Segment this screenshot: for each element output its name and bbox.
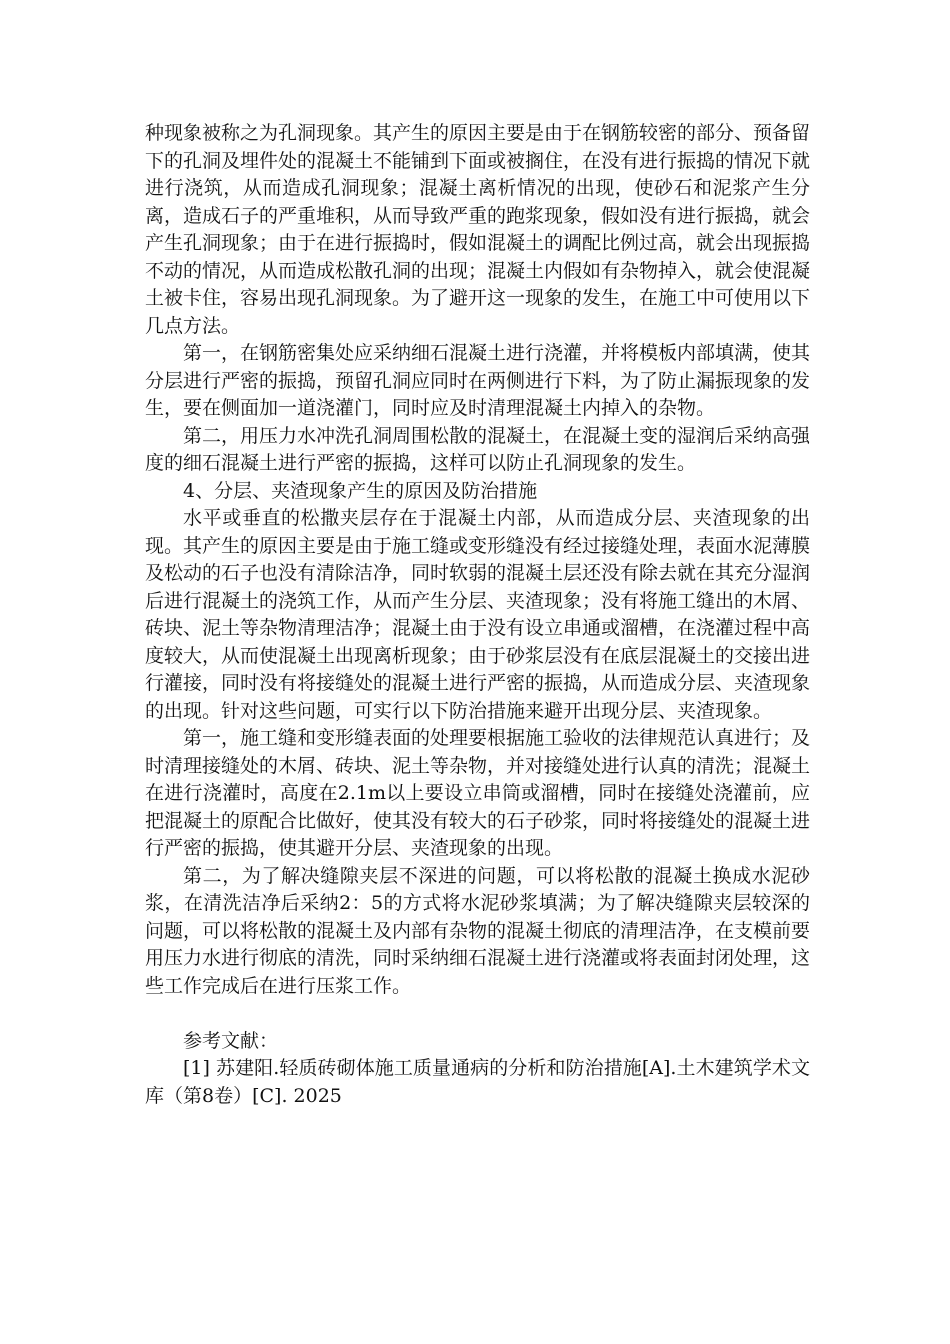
section-heading: 4、分层、夹渣现象产生的原因及防治措施 — [183, 479, 538, 502]
paragraph-layering-method-two: 第二，为了解决缝隙夹层不深进的问题，可以将松散的混凝土换成水泥砂浆，在清洗洁净后采纳2：5的方式将水泥砂浆填满；为了解决缝隙夹层较深的问题，可以将松散的混凝土及内部有杂物的混凝土彻底的清理洁净，在支模前要用压力水进行彻底的清洗，同时采纳细石混凝土进行浇灌或将表面封闭处理，这些工作完成后在进行压浆工作。 — [145, 864, 811, 997]
paragraph-layering-method-one: 第一，施工缝和变形缝表面的处理要根据施工验收的法律规范认真进行；及时清理接缝处的木屑、砖块、泥土等杂物，并对接缝处进行认真的清洗；混凝土在进行浇灌时，高度在2.1m以上要设立串筒或溜槽，同时在接缝处浇灌前，应把混凝土的原配合比做好，使其没有较大的石子砂浆，同时将接缝处的混凝土进行严密的振捣，使其避开分层、夹渣现象的出现。 — [145, 727, 811, 859]
references-title: 参考文献： — [183, 1029, 279, 1052]
paragraph-method-one: 第一，在钢筋密集处应采纳细石混凝土进行浇灌，并将模板内部填满，使其分层进行严密的振捣，预留孔洞应同时在两侧进行下料，为了防止漏振现象的发生，要在侧面加一道浇灌门，同时应及时清理混凝土内掉入的杂物。 — [145, 342, 811, 419]
reference-item: [1] 苏建阳.轻质砖砌体施工质量通病的分析和防治措施[A].土木建筑学术文库（第8卷）[C]. 2025 — [145, 1057, 810, 1107]
document-body — [145, 120, 810, 1110]
paragraph-layering-causes: 水平或垂直的松撒夹层存在于混凝土内部，从而造成分层、夹渣现象的出现。其产生的原因主要是由于施工缝或变形缝没有经过接缝处理，表面水泥薄膜及松动的石子也没有清除洁净，同时软弱的混凝土层还没有除去就在其充分湿润后进行混凝土的浇筑工作，从而产生分层、夹渣现象；没有将施工缝出的木屑、砖块、泥土等杂物清理洁净；混凝土由于没有设立串通或溜槽，在浇灌过程中高度较大，从而使混凝土出现离析现象；由于砂浆层没有在底层混凝土的交接出进行灌接，同时没有将接缝处的混凝土进行严密的振捣，从而造成分层、夹渣现象的出现。针对这些问题，可实行以下防治措施来避开出现分层、夹渣现象。 — [145, 507, 811, 722]
paragraph-continued: 种现象被称之为孔洞现象。其产生的原因主要是由于在钢筋较密的部分、预备留下的孔洞及埋件处的混凝土不能铺到下面或被搁住，在没有进行振捣的情况下就进行浇筑，从而造成孔洞现象；混凝土离析情况的出现，使砂石和泥浆产生分离，造成石子的严重堆积，从而导致严重的跑浆现象，假如没有进行振捣，就会产生孔洞现象；由于在进行振捣时，假如混凝土的调配比例过高，就会出现振捣不动的情况，从而造成松散孔洞的出现；混凝土内假如有杂物掉入，就会使混凝土被卡住，容易出现孔洞现象。为了避开这一现象的发生，在施工中可使用以下几点方法。 — [145, 122, 811, 337]
spacer — [145, 1000, 810, 1028]
paragraph-method-two: 第二，用压力水冲洗孔洞周围松散的混凝土，在混凝土变的湿润后采纳高强度的细石混凝土进行严密的振捣，这样可以防止孔洞现象的发生。 — [145, 424, 811, 474]
